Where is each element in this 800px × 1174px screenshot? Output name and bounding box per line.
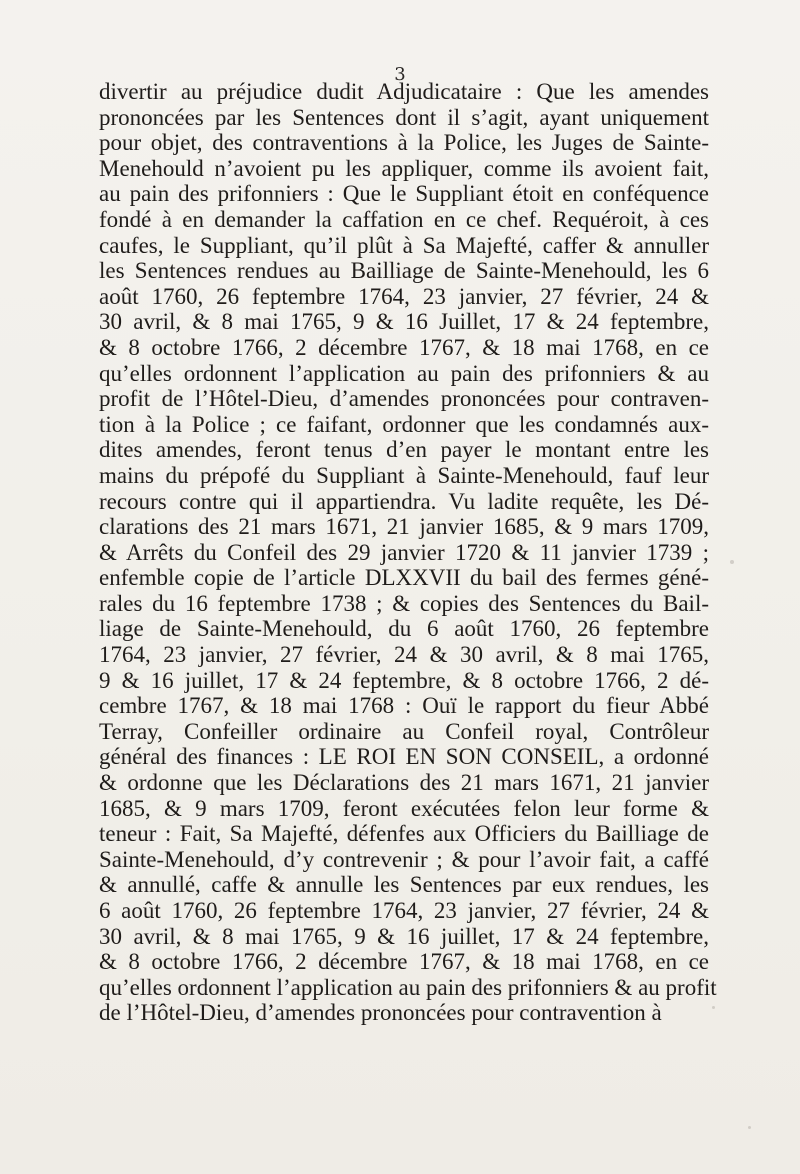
text-line: dites amendes, feront tenus d’en payer le montant entre les <box>99 437 709 463</box>
text-line: de l’Hôtel-Dieu, d’amendes prononcées pour contravention à <box>99 1000 662 1026</box>
text-line: 1685, & 9 mars 1709, feront exécutées felon leur forme & <box>99 795 709 821</box>
text-line: & annullé, caffe & annulle les Sentences par eux rendues, les <box>99 872 709 898</box>
text-line: général des finances : LE ROI EN SON CONSEIL, a ordonné <box>99 744 709 770</box>
text-line: 30 avril, & 8 mai 1765, 9 & 16 Juillet, 17 & 24 feptembre, <box>99 309 709 335</box>
text-line: & ordonne que les Déclarations des 21 mars 1671, 21 janvier <box>99 770 709 796</box>
body-text <box>99 79 717 1026</box>
text-line: Sainte-Menehould, d’y contrevenir ; & pour l’avoir fait, a caffé <box>99 846 709 872</box>
text-line: pour objet, des contraventions à la Police, les Juges de Sainte- <box>99 130 709 156</box>
text-line: prononcées par les Sentences dont il s’agit, ayant uniquement <box>99 104 709 130</box>
text-line: profit de l’Hôtel-Dieu, d’amendes prononcées pour contraven- <box>99 386 709 412</box>
paper-speck <box>748 1126 751 1129</box>
text-line: recours contre qui il appartiendra. Vu ladite requête, les Dé- <box>99 488 709 514</box>
text-line: août 1760, 26 feptembre 1764, 23 janvier, 27 février, 24 & <box>99 283 709 309</box>
text-line: cembre 1767, & 18 mai 1768 : Ouï le rapport du fieur Abbé <box>99 693 709 719</box>
text-line: tion à la Police ; ce faifant, ordonner que les condamnés aux- <box>99 411 709 437</box>
text-line: qu’elles ordonnent l’application au pain des prifonniers & au profit <box>99 974 717 1000</box>
text-line: mains du prépofé du Suppliant à Sainte-Menehould, fauf leur <box>99 462 709 488</box>
text-line: qu’elles ordonnent l’application au pain des prifonniers & au <box>99 360 709 386</box>
text-line: enfemble copie de l’article DLXXVII du bail des fermes géné- <box>99 565 709 591</box>
text-line: divertir au préjudice dudit Adjudicataire : Que les amendes <box>99 79 709 104</box>
text-line: caufes, le Suppliant, qu’il plût à Sa Majefté, caffer & annuller <box>99 232 709 258</box>
paper-speck <box>712 1006 715 1009</box>
text-line: les Sentences rendues au Bailliage de Sainte-Menehould, les 6 <box>99 258 709 284</box>
text-line: rales du 16 feptembre 1738 ; & copies des Sentences du Bail- <box>99 590 709 616</box>
text-line: 30 avril, & 8 mai 1765, 9 & 16 juillet, 17 & 24 feptembre, <box>99 923 709 949</box>
text-line: au pain des prifonniers : Que le Suppliant étoit en conféquence <box>99 181 709 207</box>
text-line: Menehould n’avoient pu les appliquer, comme ils avoient fait, <box>99 155 709 181</box>
text-line: fondé à en demander la caffation en ce chef. Requéroit, à ces <box>99 206 709 232</box>
text-line: liage de Sainte-Menehould, du 6 août 1760, 26 feptembre <box>99 616 709 642</box>
text-line: teneur : Fait, Sa Majefté, défenfes aux Officiers du Bailliage de <box>99 821 709 847</box>
text-line: & Arrêts du Confeil des 29 janvier 1720 & 11 janvier 1739 ; <box>99 539 709 565</box>
paper-speck <box>730 560 734 564</box>
text-line: 6 août 1760, 26 feptembre 1764, 23 janvier, 27 février, 24 & <box>99 898 709 923</box>
text-line: & 8 octobre 1766, 2 décembre 1767, & 18 mai 1768, en ce <box>99 949 709 975</box>
text-line: Terray, Confeiller ordinaire au Confeil royal, Contrôleur <box>99 718 709 744</box>
text-line: clarations des 21 mars 1671, 21 janvier 1685, & 9 mars 1709, <box>99 514 709 540</box>
text-line: 9 & 16 juillet, 17 & 24 feptembre, & 8 octobre 1766, 2 dé- <box>99 667 709 693</box>
text-line: & 8 octobre 1766, 2 décembre 1767, & 18 mai 1768, en ce <box>99 334 709 360</box>
text-line: 1764, 23 janvier, 27 février, 24 & 30 avril, & 8 mai 1765, <box>99 642 709 668</box>
page-number: 3 <box>394 64 406 85</box>
